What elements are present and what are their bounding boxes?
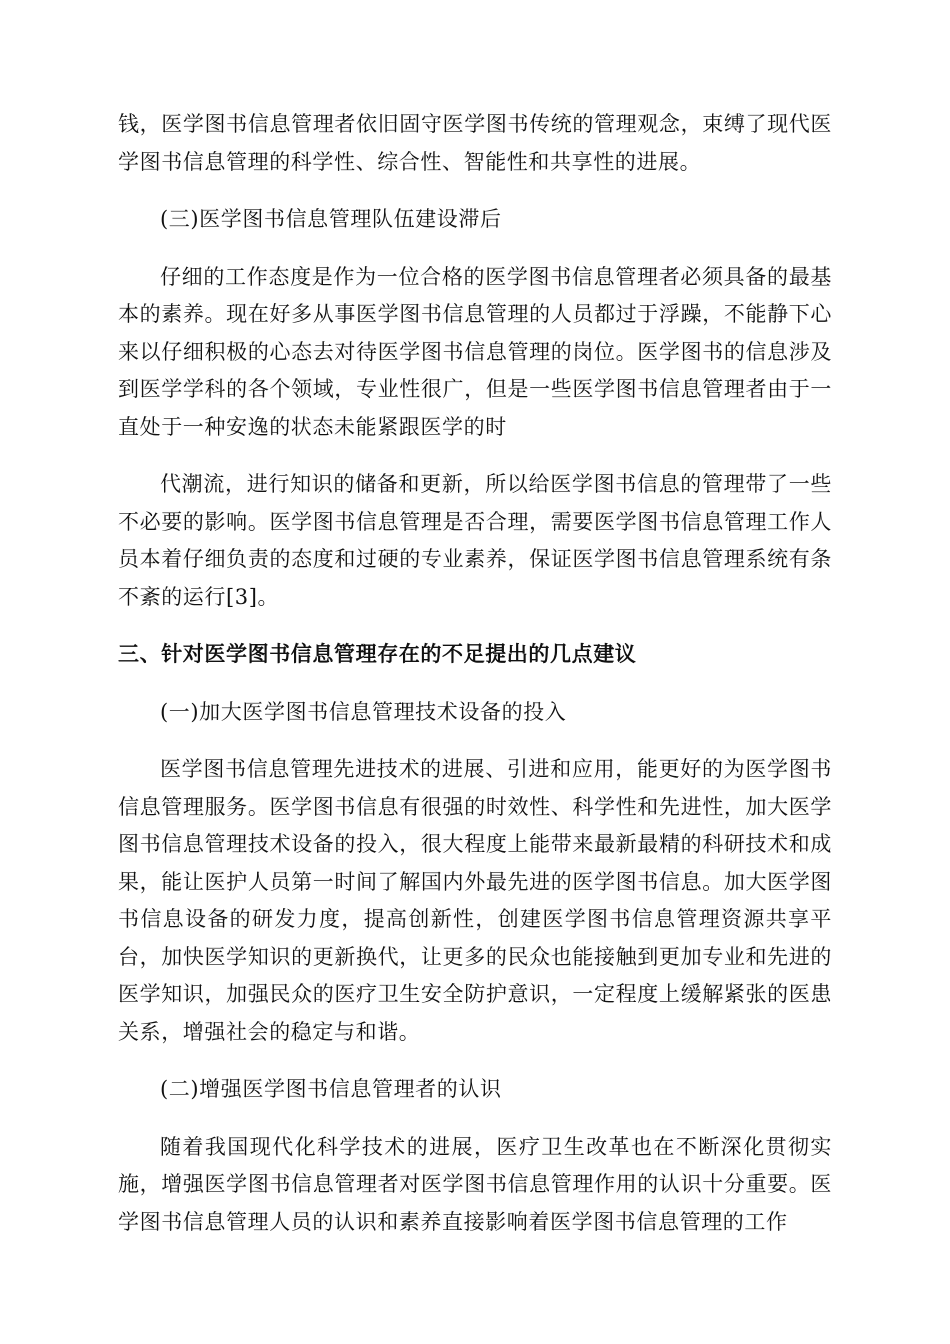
subheading-equipment-investment: (一)加大医学图书信息管理技术设备的投入	[160, 699, 567, 724]
subheading-manager-awareness: (二)增强医学图书信息管理者的认识	[160, 1077, 502, 1101]
paragraph-manager-awareness: 随着我国现代化科学技术的进展，医疗卫生改革也在不断深化贯彻实施，增强医学图书信息管理者对医学图书信息管理作用的认识十分重要。医学图书信息管理人员的认识和素养直接影响着医学图书信息管理的工作	[118, 1134, 832, 1234]
paragraph-equipment-investment: 医学图书信息管理先进技术的进展、引进和应用，能更好的为医学图书信息管理服务。医学图书信息有很强的时效性、科学性和先进性，加大医学图书信息管理技术设备的投入，很大程度上能带来最新最精的科研技术和成果，能让医护人员第一时间了解国内外最先进的医学图书信息。加大医学图书信息设备的研发力度，提高创新性，创建医学图书信息管理资源共享平台，加快医学知识的更新换代，让更多的民众也能接触到更加专业和先进的医学知识，加强民众的医疗卫生安全防护意识，一定程度上缓解紧张的医患关系，增强社会的稳定与和谐。	[118, 757, 832, 1044]
paragraph-knowledge-update: 代潮流，进行知识的储备和更新，所以给医学图书信息的管理带了一些不必要的影响。医学图书信息管理是否合理，需要医学图书信息管理工作人员本着仔细负责的态度和过硬的专业素养，保证医学图书信息管理系统有条不紊的运行[3]。	[118, 472, 832, 609]
paragraph-work-attitude: 仔细的工作态度是作为一位合格的医学图书信息管理者必须具备的最基本的素养。现在好多从事医学图书信息管理的人员都过于浮躁，不能静下心来以仔细积极的心态去对待医学图书信息管理的岗位。医学图书的信息涉及到医学学科的各个领域，专业性很广，但是一些医学图书信息管理者由于一直处于一种安逸的状态未能紧跟医学的时	[118, 264, 832, 439]
subheading-team-building: (三)医学图书信息管理队伍建设滞后	[160, 207, 502, 231]
paragraph-continuation: 钱，医学图书信息管理者依旧固守医学图书传统的管理观念，束缚了现代医学图书信息管理的科学性、综合性、智能性和共享性的进展。	[118, 112, 832, 174]
document-page	[118, 106, 832, 1241]
section-heading-suggestions: 三、针对医学图书信息管理存在的不足提出的几点建议	[118, 642, 637, 666]
